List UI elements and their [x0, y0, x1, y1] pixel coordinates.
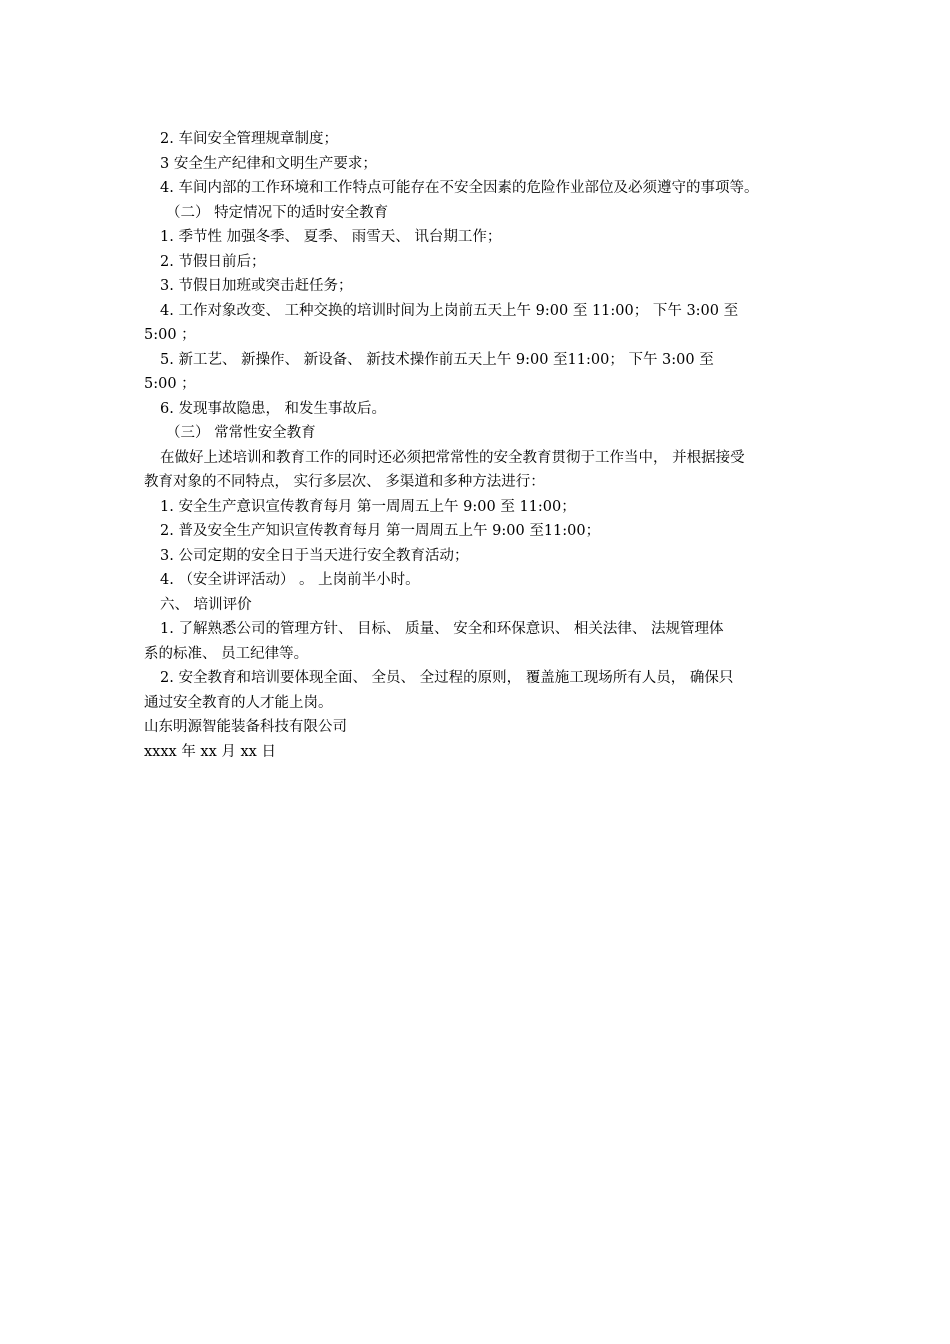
- list-item: 5. 新工艺、 新操作、 新设备、 新技术操作前五天上午 9:00 至11:00； 下午 3:00 至: [160, 351, 714, 368]
- section-heading: （三） 常常性安全教育: [166, 425, 316, 441]
- paragraph-line: 在做好上述培训和教育工作的同时还必须把常常性的安全教育贯彻于工作当中， 并根据接受: [160, 449, 745, 466]
- list-item: 4. 工作对象改变、 工种交换的培训时间为上岗前五天上午 9:00 至 11:00； 下午 3:00 至: [160, 302, 739, 319]
- list-item: 2. 车间安全管理规章制度；: [160, 131, 338, 147]
- document-date: xxxx 年 xx 月 xx 日: [144, 743, 276, 760]
- document-body: [144, 127, 824, 764]
- list-item: 3 安全生产纪律和文明生产要求；: [160, 155, 377, 172]
- list-item-continuation: 通过安全教育的人才能上岗。: [144, 694, 333, 711]
- paragraph-line: 教育对象的不同特点， 实行多层次、 多渠道和多种方法进行：: [144, 474, 545, 490]
- company-name: 山东明源智能装备科技有限公司: [144, 719, 347, 735]
- list-item: 3. 节假日加班或突击赶任务；: [160, 278, 353, 294]
- list-item: 2. 安全教育和培训要体现全面、 全员、 全过程的原则， 覆盖施工现场所有人员， 确保只: [160, 670, 734, 686]
- list-item-continuation: 系的标准、 员工纪律等。: [144, 645, 309, 662]
- list-item: 1. 季节性 加强冬季、 夏季、 雨雪天、 讯台期工作；: [160, 229, 502, 245]
- list-item-continuation: 5:00 ；: [144, 376, 196, 392]
- list-item: 4. 车间内部的工作环境和工作特点可能存在不安全因素的危险作业部位及必须遵守的事项等。: [160, 180, 759, 196]
- list-item: 2. 节假日前后；: [160, 253, 266, 270]
- section-heading: （二） 特定情况下的适时安全教育: [166, 204, 389, 221]
- list-item: 4. （安全讲评活动） 。 上岗前半小时。: [160, 572, 420, 588]
- list-item-continuation: 5:00 ；: [144, 327, 196, 343]
- list-item: 1. 安全生产意识宣传教育每月 第一周周五上午 9:00 至 11:00；: [160, 498, 576, 515]
- section-heading: 六、 培训评价: [160, 596, 252, 613]
- list-item: 1. 了解熟悉公司的管理方针、 目标、 质量、 安全和环保意识、 相关法律、 法规管理体: [160, 621, 724, 637]
- list-item: 6. 发现事故隐患， 和发生事故后。: [160, 400, 387, 417]
- list-item: 3. 公司定期的安全日于当天进行安全教育活动；: [160, 547, 469, 564]
- list-item: 2. 普及安全生产知识宣传教育每月 第一周周五上午 9:00 至11:00；: [160, 523, 601, 539]
